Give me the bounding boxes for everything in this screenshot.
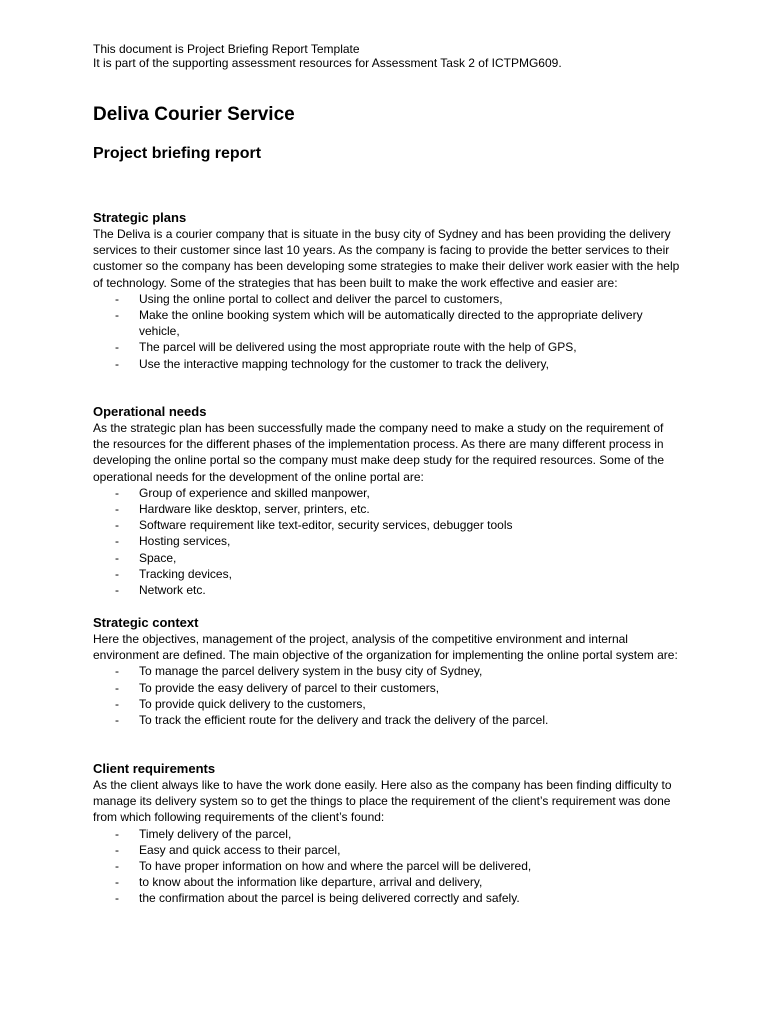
list-item-text: Easy and quick access to their parcel,: [139, 842, 341, 857]
bullet-marker: -: [115, 518, 119, 533]
list-item-text: To provide quick delivery to the customers,: [139, 696, 366, 711]
bullet-marker: -: [115, 485, 119, 500]
list-item: [93, 696, 683, 712]
list-item: [93, 842, 683, 858]
list-item-text: Group of experience and skilled manpower,: [139, 485, 370, 500]
bullet-marker: -: [115, 842, 119, 857]
bullet-marker: -: [115, 291, 119, 306]
bullet-marker: -: [115, 308, 119, 323]
list-item: [93, 485, 683, 501]
list-item-text: The parcel will be delivered using the most appropriate route with the help of GPS,: [139, 340, 577, 355]
list-item-text: To track the efficient route for the delivery and track the delivery of the parcel.: [139, 713, 549, 728]
bullet-list: [93, 485, 683, 598]
list-item: [93, 517, 683, 533]
list-item: [93, 339, 683, 355]
list-item-text: Tracking devices,: [139, 566, 232, 581]
bullet-marker: -: [115, 566, 119, 581]
bullet-marker: -: [115, 534, 119, 549]
bullet-list: [93, 663, 683, 728]
bullet-marker: -: [115, 680, 119, 695]
section-strategic-context: [93, 615, 683, 728]
header-line-2: It is part of the supporting assessment resources for Assessment Task 2 of ICTPMG609.: [93, 56, 562, 70]
bullet-marker: -: [115, 859, 119, 874]
list-item: [93, 356, 683, 372]
section-strategic-plans: [93, 210, 683, 372]
section-paragraph: Here the objectives, management of the project, analysis of the competitive environment and internal environment are defined. The main objective of the organization for implementing the online portal system are:: [93, 632, 678, 663]
bullet-list: [93, 826, 683, 907]
list-item-text: To have proper information on how and where the parcel will be delivered,: [139, 859, 532, 874]
bullet-marker: -: [115, 340, 119, 355]
list-item-text: Space,: [139, 550, 177, 565]
bullet-marker: -: [115, 583, 119, 598]
bullet-marker: -: [115, 664, 119, 679]
list-item: [93, 533, 683, 549]
list-item-text: Hardware like desktop, server, printers, etc.: [139, 502, 370, 517]
list-item: [93, 550, 683, 566]
list-item: [93, 680, 683, 696]
list-item: [93, 307, 683, 339]
list-item-text: Network etc.: [139, 583, 206, 598]
list-item: [93, 826, 683, 842]
section-paragraph: The Deliva is a courier company that is situate in the busy city of Sydney and has been providing the delivery services to their customer since last 10 years. As the company is facing to provide the better services to their customer so the company has been developing some strategies to make their deliver work easier with the help of technology. Some of the strategies that has been built to make the work effective and easier are:: [93, 227, 680, 290]
bullet-marker: -: [115, 550, 119, 565]
list-item: [93, 291, 683, 307]
section-operational-needs: [93, 404, 683, 598]
document-title: Deliva Courier Service: [93, 104, 295, 125]
section-heading: Strategic context: [93, 615, 199, 630]
bullet-marker: -: [115, 696, 119, 711]
list-item-text: To provide the easy delivery of parcel to their customers,: [139, 680, 440, 695]
list-item: [93, 712, 683, 728]
list-item-text: Make the online booking system which will be automatically directed to the appropriate delivery vehicle,: [139, 308, 643, 339]
section-paragraph: As the strategic plan has been successfully made the company need to make a study on the requirement of the resources for the different phases of the implementation process. As there are many different process in developing the online portal so the company must make deep study for the required resources. Some of the operational needs for the development of the online portal are:: [93, 421, 664, 484]
bullet-marker: -: [115, 891, 119, 906]
list-item-text: To manage the parcel delivery system in the busy city of Sydney,: [139, 664, 483, 679]
section-client-requirements: [93, 761, 683, 907]
bullet-marker: -: [115, 875, 119, 890]
list-item: [93, 663, 683, 679]
list-item-text: to know about the information like departure, arrival and delivery,: [139, 875, 483, 890]
list-item: [93, 890, 683, 906]
list-item-text: Using the online portal to collect and deliver the parcel to customers,: [139, 291, 503, 306]
list-item: [93, 582, 683, 598]
section-paragraph: As the client always like to have the work done easily. Here also as the company has been finding difficulty to manage its delivery system so to get the things to place the requirement of the client’s requirement was done from which following requirements of the client’s found:: [93, 778, 672, 825]
list-item: [93, 501, 683, 517]
bullet-marker: -: [115, 356, 119, 371]
list-item-text: Software requirement like text-editor, security services, debugger tools: [139, 518, 513, 533]
bullet-marker: -: [115, 826, 119, 841]
document-subtitle: Project briefing report: [93, 145, 262, 162]
bullet-marker: -: [115, 713, 119, 728]
header-line-1: This document is Project Briefing Report Template: [93, 42, 360, 56]
bullet-marker: -: [115, 502, 119, 517]
section-heading: Operational needs: [93, 404, 207, 419]
section-heading: Client requirements: [93, 761, 216, 776]
list-item: [93, 566, 683, 582]
document-page: [93, 42, 683, 906]
bullet-list: [93, 291, 683, 372]
list-item-text: the confirmation about the parcel is being delivered correctly and safely.: [139, 891, 520, 906]
section-heading: Strategic plans: [93, 210, 187, 225]
list-item: [93, 858, 683, 874]
list-item: [93, 874, 683, 890]
list-item-text: Use the interactive mapping technology for the customer to track the delivery,: [139, 356, 549, 371]
list-item-text: Timely delivery of the parcel,: [139, 826, 292, 841]
list-item-text: Hosting services,: [139, 534, 231, 549]
